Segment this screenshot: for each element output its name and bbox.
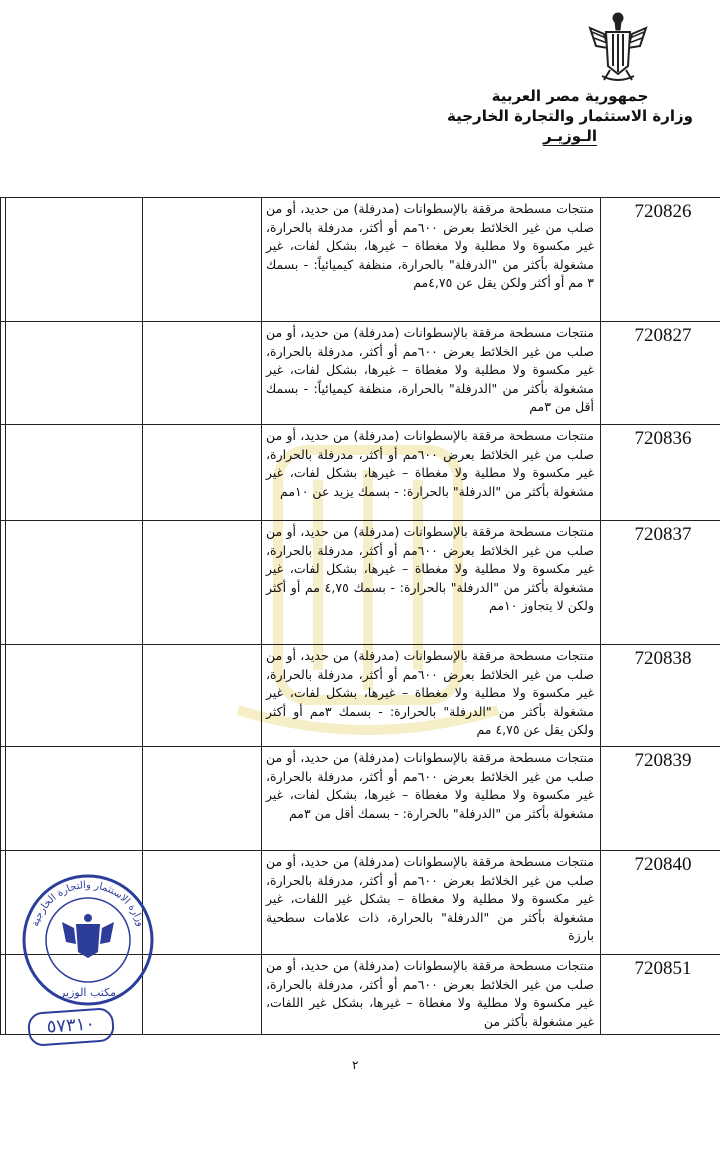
table-row [1,425,720,521]
tariff-code: 720826 [601,198,720,322]
tariff-code: 720840 [601,851,720,955]
tariff-code: 720837 [601,521,720,645]
product-description: منتجات مسطحة مرققة بالإسطوانات (مدرفلة) من حديد، أو من صلب من غير الخلائط بعرض ٦٠٠مم أو أكثر، مدرفلة بالحرارة، غير مكسوة ولا مطلية ولا مغطاة – غيرها، بشكل لفات، غير مشغولة بأكثر من "الدرفلة" بالحرارة، منظفة كيميائياً: - بسمك أقل من ٣مم [262,322,601,425]
empty-cell [143,851,262,955]
table-row [1,322,720,425]
tariff-code: 720839 [601,747,720,851]
header-ministry: وزارة الاستثمار والتجارة الخارجية [447,107,693,125]
ministry-header [420,86,720,146]
empty-cell [6,747,143,851]
ministry-stamp [18,870,158,1010]
stamp-number: ٥٧٣١٠ [27,1007,115,1047]
empty-cell [143,322,262,425]
stamp-ring-text: وزارة الاستثمار والتجارة الخارجية [29,879,147,928]
product-description: منتجات مسطحة مرققة بالإسطوانات (مدرفلة) من حديد، أو من صلب من غير الخلائط بعرض ٦٠٠مم أو أكثر، مدرفلة بالحرارة، غير مكسوة ولا مطلية ولا مغطاة – غيرها، بشكل لفات، غير مشغولة بأكثر من "الدرفلة" بالحرارة، منظفة كيميائياً: - بسمك ٣ مم أو أكثر ولكن يقل عن ٤,٧٥مم [262,198,601,322]
product-description: منتجات مسطحة مرققة بالإسطوانات (مدرفلة) من حديد، أو من صلب من غير الخلائط بعرض ٦٠٠مم أو أكثر، مدرفلة بالحرارة، غير مكسوة ولا مطلية ولا مغطاة – غيرها، بشكل لفات، غير مشغولة بأكثر من "الدرفلة" بالحرارة: - بسمك أقل من ٣مم [262,747,601,851]
tariff-code: 720838 [601,645,720,747]
table-row [1,645,720,747]
empty-cell [1,747,6,851]
tariff-code: 720827 [601,322,720,425]
empty-cell [1,645,6,747]
empty-cell [6,322,143,425]
tariff-code: 720851 [601,955,720,1035]
empty-cell [1,425,6,521]
table-row [1,198,720,322]
empty-cell [1,955,6,1035]
page-number: ٢ [352,1058,359,1072]
empty-cell [6,425,143,521]
empty-cell [1,198,6,322]
empty-cell [143,645,262,747]
empty-cell [6,521,143,645]
product-description: منتجات مسطحة مرققة بالإسطوانات (مدرفلة) من حديد، أو من صلب من غير الخلائط بعرض ٦٠٠مم أو أكثر، مدرفلة بالحرارة، غير مكسوة ولا مطلية ولا مغطاة – غيرها، بشكل لفات، غير مشغولة بأكثر من "الدرفلة" بالحرارة: - بسمك يزيد عن ١٠مم [262,425,601,521]
empty-cell [1,322,6,425]
header-country: جمهورية مصر العربية [491,87,649,105]
product-description: منتجات مسطحة مرققة بالإسطوانات (مدرفلة) من حديد، أو من صلب من غير الخلائط بعرض ٦٠٠مم أو أكثر، مدرفلة بالحرارة، غير مكسوة ولا مطلية ولا مغطاة – بشكل غير اللفات، غير مشغولة بأكثر من "الدرفلة" بالحرارة، ذات علامات سطحية بارزة [262,851,601,955]
table-row [1,747,720,851]
empty-cell [143,198,262,322]
stamp-office-text: مكتب الوزير [59,986,117,999]
empty-cell [143,425,262,521]
empty-cell [1,851,6,955]
empty-cell [6,198,143,322]
empty-cell [1,521,6,645]
empty-cell [6,645,143,747]
empty-cell [143,955,262,1035]
empty-cell [143,521,262,645]
product-description: منتجات مسطحة مرققة بالإسطوانات (مدرفلة) من حديد، أو من صلب من غير الخلائط بعرض ٦٠٠مم أو أكثر، مدرفلة بالحرارة، غير مكسوة ولا مطلية ولا مغطاة – غيرها، بشكل غير اللفات، غير مشغولة بأكثر من [262,955,601,1035]
tariff-code: 720836 [601,425,720,521]
product-description: منتجات مسطحة مرققة بالإسطوانات (مدرفلة) من حديد، أو من صلب من غير الخلائط بعرض ٦٠٠مم أو أكثر، مدرفلة بالحرارة، غير مكسوة ولا مطلية ولا مغطاة – غيرها، بشكل لفات، غير مشغولة بأكثر من "الدرفلة" بالحرارة: - بسمك ٣مم أو أكثر ولكن يقل عن ٤,٧٥ مم [262,645,601,747]
table-row [1,521,720,645]
stamp-eagle-icon [62,914,114,958]
product-description: منتجات مسطحة مرققة بالإسطوانات (مدرفلة) من حديد، أو من صلب من غير الخلائط بعرض ٦٠٠مم أو أكثر، مدرفلة بالحرارة، غير مكسوة ولا مطلية ولا مغطاة – غيرها، بشكل لفات، غير مشغولة بأكثر من "الدرفلة" بالحرارة: - بسمك ٤,٧٥ مم أو أكثر ولكن لا يتجاوز ١٠مم [262,521,601,645]
header-minister: الـوزيـر [542,127,598,145]
eagle-emblem-icon [586,8,650,88]
empty-cell [143,747,262,851]
